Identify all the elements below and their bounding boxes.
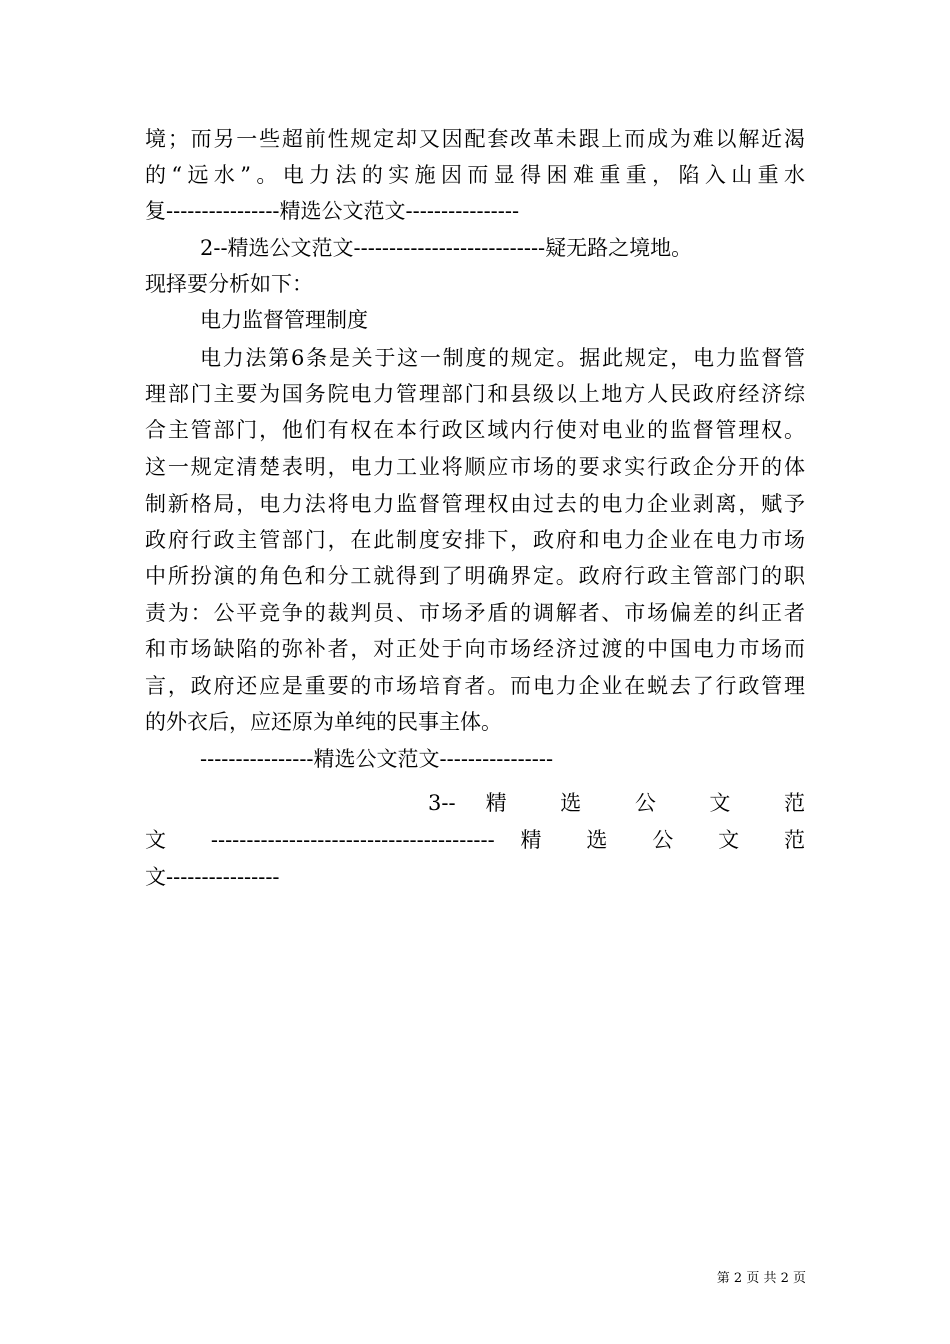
text-line-15: 的外衣后，应还原为单纯的民事主体。 bbox=[145, 710, 502, 734]
text-line-5: 电力法第6条是关于这一制度的规定。据此规定，电力监督管 bbox=[200, 346, 805, 370]
text-line-8: 这一规定清楚表明，电力工业将顺应市场的要求实行政企分开的体 bbox=[145, 455, 805, 479]
section-heading: 电力监督管理制度 bbox=[200, 308, 368, 332]
text-line-10: 政府行政主管部门，在此制度安排下，政府和电力企业在电力市场 bbox=[145, 528, 805, 552]
text-line-18: 文---------------- bbox=[145, 865, 280, 889]
separator-line-1: 复----------------精选公文范文---------------- bbox=[145, 199, 520, 223]
text-line-9: 制新格局，电力法将电力监督管理权由过去的电力企业剥离，赋予 bbox=[145, 492, 805, 516]
text-line-3: 2--精选公文范文---------------------------疑无路之境地。 bbox=[200, 236, 693, 260]
page-number: 第 2 页 共 2 页 bbox=[716, 1271, 806, 1286]
text-line-6: 理部门主要为国务院电力管理部门和县级以上地方人民政府经济综 bbox=[145, 382, 805, 406]
text-line-17: 文 ---------------------------------------- 精 选 公 文 范 bbox=[145, 828, 805, 852]
text-line-16: 3-- 精 选 公 文 范 bbox=[428, 791, 805, 815]
text-line-2: 的“远水”。电力法的实施因而显得困难重重，陷入山重水 bbox=[145, 163, 805, 187]
text-line-7: 合主管部门，他们有权在本行政区域内行使对电业的监督管理权。 bbox=[145, 418, 805, 442]
text-line-1: 境；而另一些超前性规定却又因配套改革未跟上而成为难以解近渴 bbox=[145, 127, 805, 151]
text-line-4: 现择要分析如下： bbox=[145, 272, 313, 296]
text-line-14: 言，政府还应是重要的市场培育者。而电力企业在蜕去了行政管理 bbox=[145, 674, 805, 698]
text-line-12: 责为：公平竞争的裁判员、市场矛盾的调解者、市场偏差的纠正者 bbox=[145, 601, 805, 625]
text-line-13: 和市场缺陷的弥补者，对正处于向市场经济过渡的中国电力市场而 bbox=[145, 637, 805, 661]
text-line-11: 中所扮演的角色和分工就得到了明确界定。政府行政主管部门的职 bbox=[145, 564, 805, 588]
separator-line-2: ----------------精选公文范文---------------- bbox=[200, 747, 554, 771]
